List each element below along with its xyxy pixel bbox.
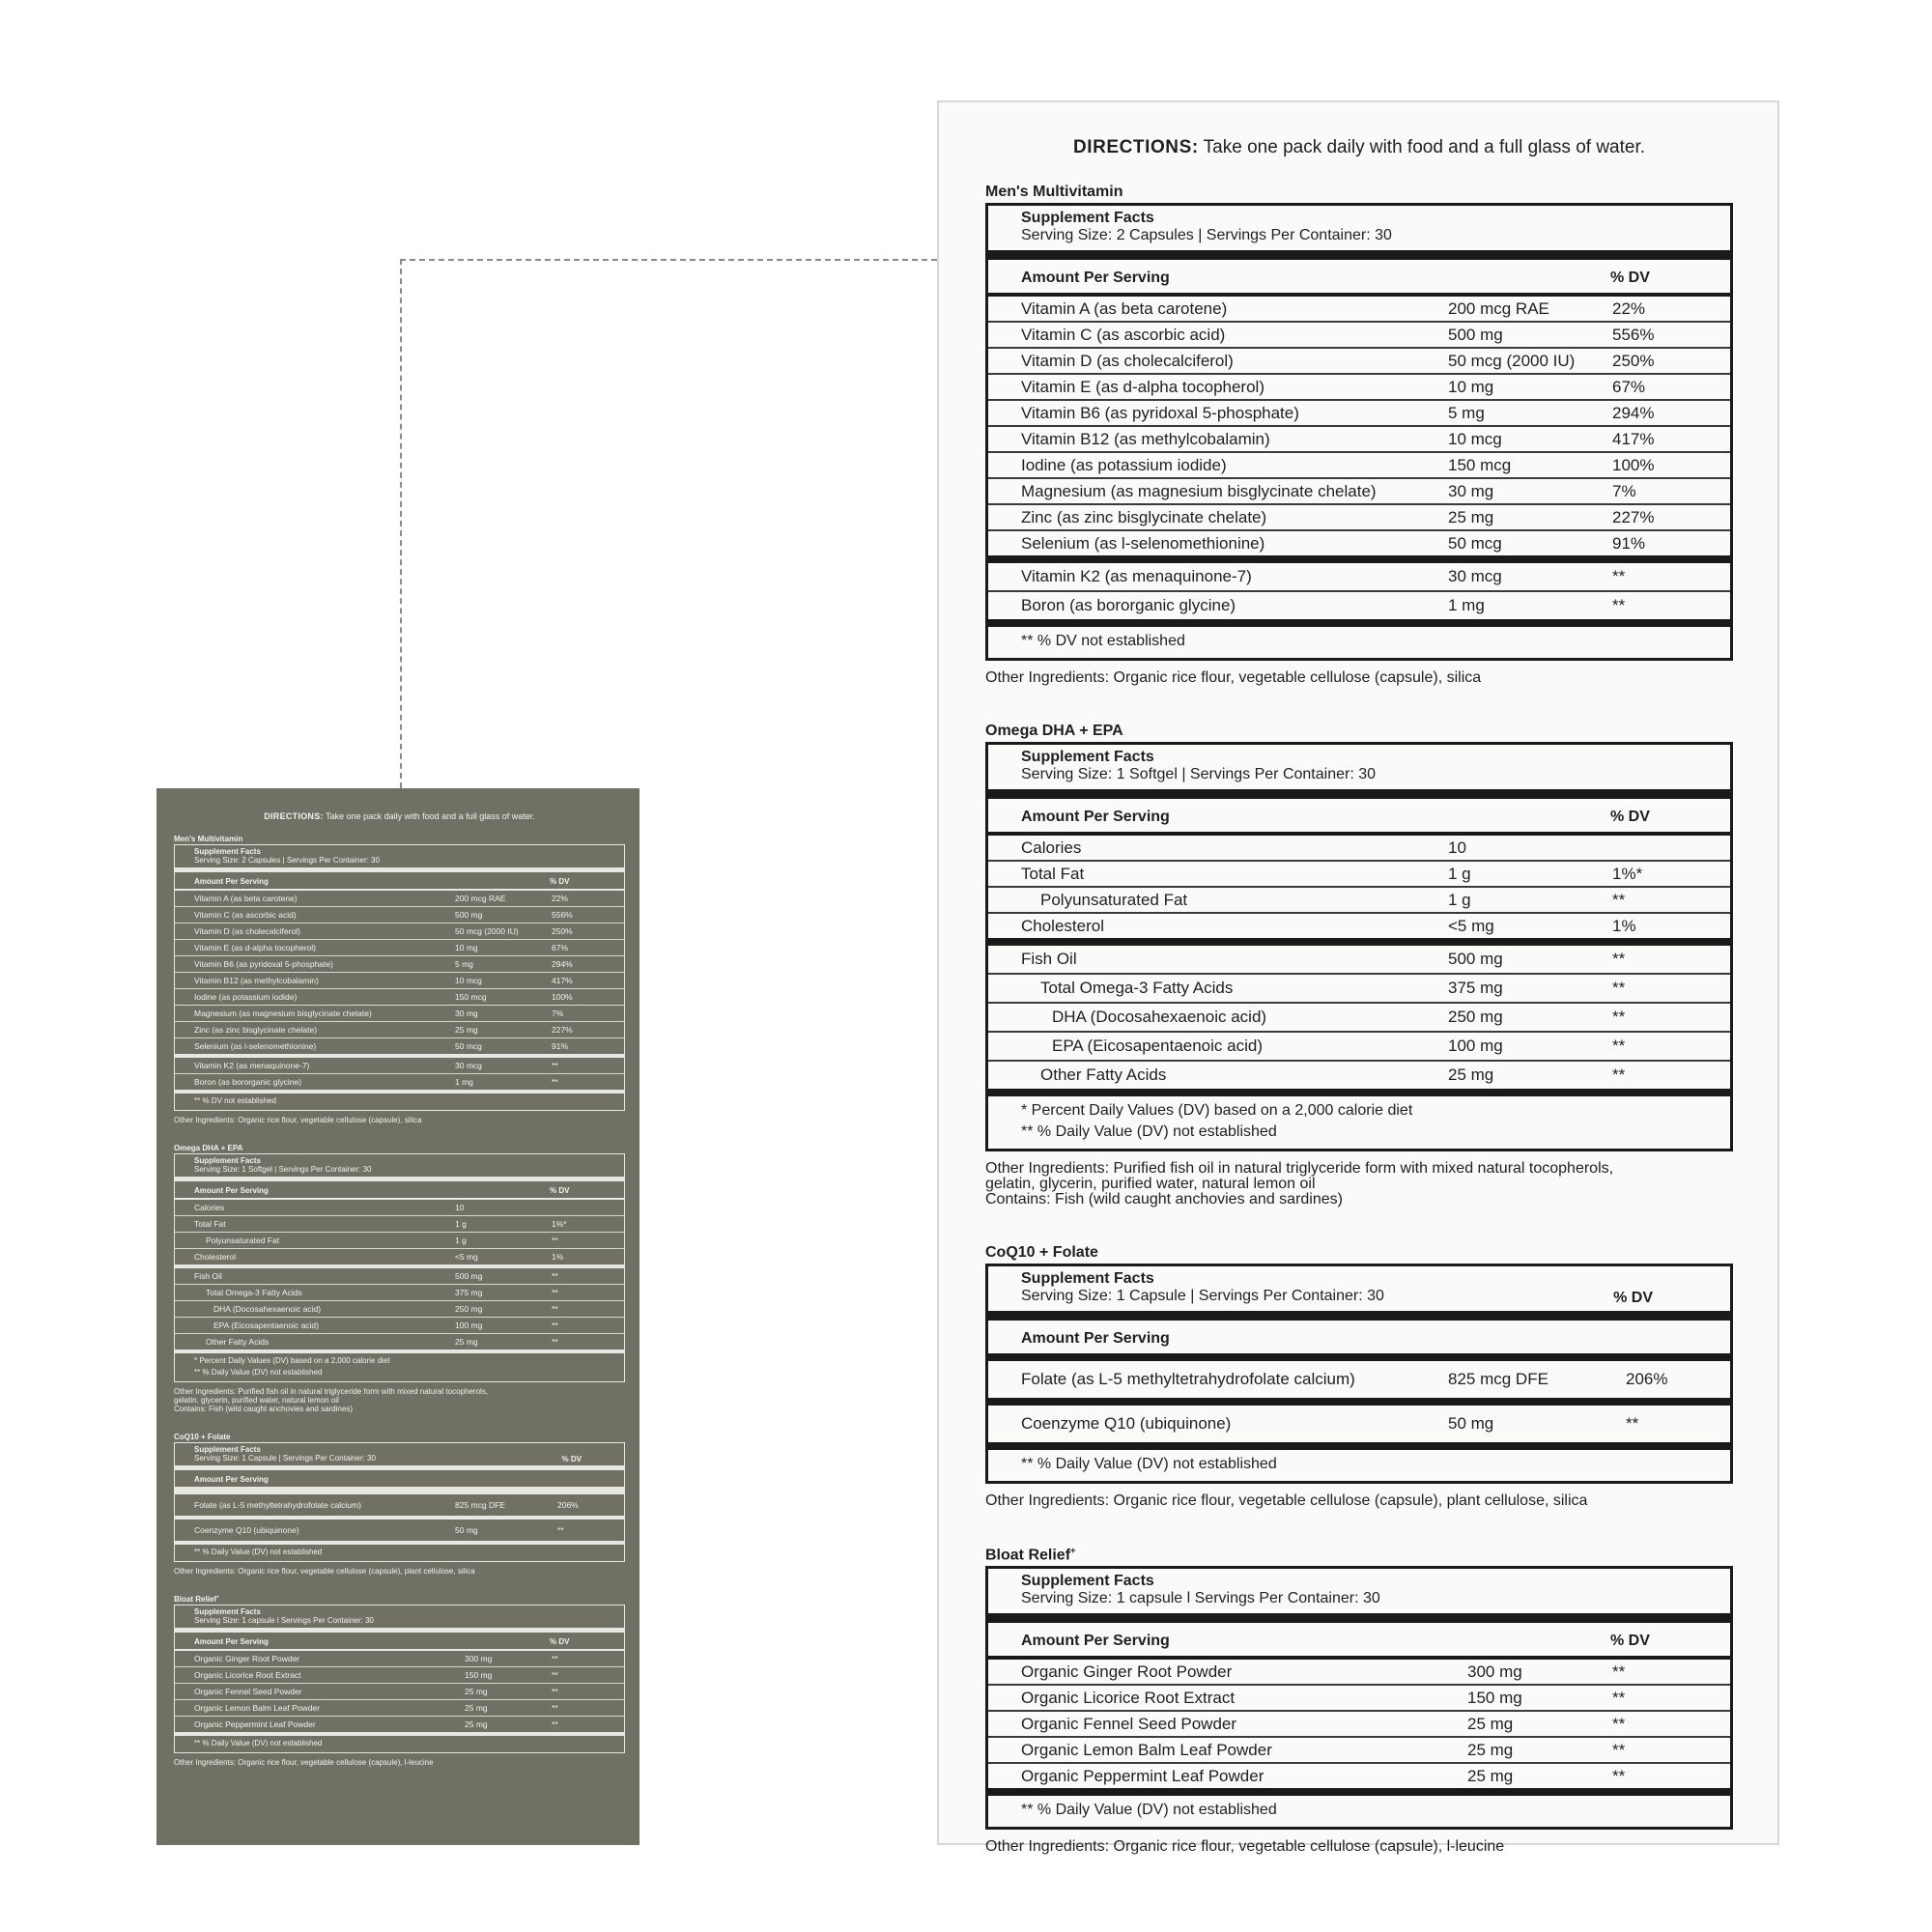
nutrient-name: Fish Oil xyxy=(194,1271,222,1281)
dv-footnote: ** % Daily Value (DV) not established xyxy=(194,1548,323,1556)
facts-title: Supplement Facts xyxy=(194,847,261,856)
nutrient-amount: 375 mg xyxy=(1448,979,1503,997)
nutrient-amount: 150 mg xyxy=(465,1670,493,1680)
mens-facts-header xyxy=(988,206,1730,260)
callout-connector-horizontal xyxy=(400,259,937,261)
nutrient-name: Zinc (as zinc bisglycinate chelate) xyxy=(194,1025,318,1035)
mens-facts-header xyxy=(175,845,624,872)
nutrient-dv: ** xyxy=(1612,950,1626,968)
table-row xyxy=(175,1651,624,1667)
dv-header: % DV xyxy=(561,1455,582,1463)
table-row xyxy=(175,1058,624,1074)
nutrient-name: Vitamin E (as d-alpha tocopherol) xyxy=(194,943,316,952)
dv-footnote: * Percent Daily Values (DV) based on a 2,000 calorie diet ** % Daily Value (DV) not established xyxy=(1021,1102,1413,1140)
nutrient-dv: ** xyxy=(1612,1662,1626,1682)
nutrient-dv: 556% xyxy=(552,910,573,920)
nutrient-name: Organic Peppermint Leaf Powder xyxy=(194,1719,316,1729)
nutrient-name: Vitamin E (as d-alpha tocopherol) xyxy=(1021,378,1264,396)
nutrient-dv: 1% xyxy=(1612,917,1636,935)
coq10-facts-header xyxy=(988,1266,1730,1321)
dv-footnote: ** % DV not established xyxy=(1021,633,1185,649)
nutrient-amount: 25 mg xyxy=(1448,508,1494,526)
nutrient-dv: ** xyxy=(1612,596,1626,614)
nutrient-name: Cholesterol xyxy=(194,1252,236,1262)
table-row xyxy=(175,940,624,956)
nutrient-name: Boron (as bororganic glycine) xyxy=(194,1077,302,1087)
nutrient-dv: ** xyxy=(552,1077,558,1087)
nutrient-dv: ** xyxy=(1612,891,1626,909)
nutrient-name: Vitamin A (as beta carotene) xyxy=(194,894,298,903)
table-row xyxy=(988,914,1730,946)
serving-info: Serving Size: 2 Capsules | Servings Per Container: 30 xyxy=(1021,227,1392,243)
nutrient-dv: 227% xyxy=(552,1025,573,1035)
nutrient-dv: ** xyxy=(1612,1715,1626,1734)
nutrient-amount: 1 mg xyxy=(1448,596,1485,614)
table-row xyxy=(175,1074,624,1094)
table-row xyxy=(988,375,1730,401)
nutrient-dv: 7% xyxy=(1612,482,1636,500)
facts-title: Supplement Facts xyxy=(194,1445,261,1454)
amount-per-serving-header: Amount Per Serving % DV xyxy=(988,260,1730,297)
amount-per-serving-header: Amount Per Serving xyxy=(175,1470,624,1494)
nutrient-name: Organic Licorice Root Extract xyxy=(194,1670,301,1680)
bloat-other-ingredients: Other Ingredients: Organic rice flour, vegetable cellulose (capsule), l-leucine xyxy=(985,1838,1505,1856)
table-row xyxy=(175,1006,624,1022)
table-row xyxy=(175,1334,624,1353)
dv-footnote: ** % Daily Value (DV) not established xyxy=(1021,1456,1277,1472)
nutrient-dv: 100% xyxy=(1612,456,1655,474)
amount-per-serving-header: Amount Per Serving % DV xyxy=(175,1181,624,1200)
mens-facts-panel xyxy=(174,844,625,1111)
nutrient-amount: 200 mcg RAE xyxy=(1448,299,1549,318)
nutrient-dv: 294% xyxy=(552,959,573,969)
table-row xyxy=(175,1038,624,1058)
omega-facts-header xyxy=(175,1154,624,1181)
nutrient-dv: ** xyxy=(552,1687,558,1696)
nutrient-dv: ** xyxy=(552,1236,558,1245)
nutrient-dv: ** xyxy=(552,1670,558,1680)
table-row xyxy=(988,1062,1730,1096)
nutrient-dv: 91% xyxy=(1612,534,1646,553)
label-zoomed xyxy=(937,100,1779,1856)
table-row xyxy=(175,973,624,989)
nutrient-amount: 1 mg xyxy=(455,1077,473,1087)
callout-connector-vertical xyxy=(400,259,402,788)
serving-info: Serving Size: 1 Softgel | Servings Per Container: 30 xyxy=(1021,766,1377,782)
nutrient-dv: ** xyxy=(552,1061,558,1070)
nutrient-amount: 150 mcg xyxy=(1448,456,1512,474)
serving-info: Serving Size: 1 capsule l Servings Per Container: 30 xyxy=(1021,1590,1380,1607)
nutrient-amount: 5 mg xyxy=(1448,404,1485,422)
nutrient-dv: 250% xyxy=(552,926,573,936)
nutrient-amount: 250 mg xyxy=(455,1304,483,1314)
table-row xyxy=(175,1249,624,1268)
coq10-facts-header xyxy=(175,1443,624,1470)
nutrient-name: Fish Oil xyxy=(1021,950,1077,968)
coq10-other-ingredients: Other Ingredients: Organic rice flour, vegetable cellulose (capsule), plant cellulose, silica xyxy=(985,1492,1588,1509)
nutrient-name: Organic Lemon Balm Leaf Powder xyxy=(1021,1741,1272,1760)
nutrient-name: Total Fat xyxy=(194,1219,226,1229)
nutrient-name: Vitamin D (as cholecalciferol) xyxy=(194,926,300,936)
bloat-facts-header xyxy=(988,1569,1730,1623)
nutrient-name: Vitamin D (as cholecalciferol) xyxy=(1021,352,1234,370)
table-row xyxy=(988,505,1730,531)
facts-title: Supplement Facts xyxy=(194,1156,261,1165)
nutrient-dv: ** xyxy=(552,1703,558,1713)
facts-title: Supplement Facts xyxy=(1021,1270,1154,1287)
nutrient-name: Cholesterol xyxy=(1021,917,1104,935)
table-row xyxy=(175,1684,624,1700)
bloat-relief-title: Bloat Relief+ xyxy=(985,1546,1076,1564)
nutrient-amount: 10 xyxy=(455,1203,465,1212)
omega-title: Omega DHA + EPA xyxy=(985,723,1123,739)
table-row xyxy=(988,888,1730,914)
nutrient-dv: 417% xyxy=(552,976,573,985)
nutrient-amount: 500 mg xyxy=(455,1271,483,1281)
nutrient-amount: 50 mcg (2000 IU) xyxy=(455,926,519,936)
table-row xyxy=(988,592,1730,627)
nutrient-name: Vitamin K2 (as menaquinone-7) xyxy=(1021,567,1252,585)
nutrient-name: Polyunsaturated Fat xyxy=(206,1236,280,1245)
amount-per-serving-header: Amount Per Serving xyxy=(988,1321,1730,1361)
nutrient-name: Magnesium (as magnesium bisglycinate chelate) xyxy=(1021,482,1377,500)
facts-title: Supplement Facts xyxy=(1021,210,1154,226)
nutrient-amount: 50 mcg (2000 IU) xyxy=(1448,352,1576,370)
nutrient-amount: 25 mg xyxy=(465,1703,488,1713)
nutrient-amount: 300 mg xyxy=(1467,1662,1522,1682)
serving-info: Serving Size: 1 capsule l Servings Per Container: 30 xyxy=(194,1616,374,1625)
nutrient-name: Vitamin C (as ascorbic acid) xyxy=(1021,326,1226,344)
table-row: Coenzyme Q10 (ubiquinone) 50 mg ** xyxy=(175,1520,624,1545)
nutrient-dv: ** xyxy=(1612,1065,1626,1084)
table-row xyxy=(988,349,1730,375)
nutrient-amount: 30 mg xyxy=(1448,482,1494,500)
table-row xyxy=(175,989,624,1006)
table-row: Folate (as L-5 methyltetrahydrofolate calcium) 825 mcg DFE 206% xyxy=(988,1361,1730,1406)
table-row xyxy=(988,975,1730,1004)
table-row xyxy=(175,1667,624,1684)
nutrient-name: Total Omega-3 Fatty Acids xyxy=(206,1288,302,1297)
table-row: Coenzyme Q10 (ubiquinone) 50 mg ** xyxy=(988,1406,1730,1450)
nutrient-name: Calories xyxy=(194,1203,225,1212)
table-row xyxy=(175,891,624,907)
nutrient-amount: 1 g xyxy=(1448,865,1471,883)
table-row xyxy=(988,946,1730,975)
facts-title: Supplement Facts xyxy=(1021,1573,1154,1590)
nutrient-name: Organic Licorice Root Extract xyxy=(1021,1689,1236,1708)
directions: DIRECTIONS: Take one pack daily with food and a full glass of water. xyxy=(1072,137,1646,157)
nutrient-amount: 25 mg xyxy=(465,1719,488,1729)
mens-other-ingredients: Other Ingredients: Organic rice flour, vegetable cellulose (capsule), silica xyxy=(174,1116,422,1124)
nutrient-name: Selenium (as l-selenomethionine) xyxy=(1021,534,1265,553)
dv-footnote: ** % DV not established xyxy=(194,1096,276,1105)
nutrient-amount: 100 mg xyxy=(1448,1037,1503,1055)
table-row xyxy=(988,479,1730,505)
nutrient-dv: 1%* xyxy=(1612,865,1643,883)
table-row xyxy=(988,1004,1730,1033)
nutrient-amount: <5 mg xyxy=(455,1252,478,1262)
nutrient-dv: 227% xyxy=(1612,508,1655,526)
nutrient-name: EPA (Eicosapentaenoic acid) xyxy=(213,1321,319,1330)
amount-per-serving-header: Amount Per Serving % DV xyxy=(988,1623,1730,1660)
nutrient-dv: 91% xyxy=(552,1041,569,1051)
nutrient-name: Total Fat xyxy=(1021,865,1085,883)
omega-facts-panel xyxy=(174,1153,625,1382)
amount-per-serving-header: Amount Per Serving % DV xyxy=(175,872,624,891)
nutrient-dv: ** xyxy=(1612,1741,1626,1760)
nutrient-name: Vitamin B12 (as methylcobalamin) xyxy=(194,976,319,985)
nutrient-dv: ** xyxy=(552,1288,558,1297)
nutrient-dv: 1% xyxy=(552,1252,564,1262)
nutrient-name: Organic Fennel Seed Powder xyxy=(194,1687,302,1696)
nutrient-name: Iodine (as potassium iodide) xyxy=(194,992,298,1002)
table-row xyxy=(988,1033,1730,1062)
nutrient-dv: ** xyxy=(1612,1767,1626,1786)
nutrient-name: Magnesium (as magnesium bisglycinate chelate) xyxy=(194,1009,372,1018)
table-row xyxy=(988,1712,1730,1738)
nutrient-amount: 10 mcg xyxy=(455,976,482,985)
table-row xyxy=(175,1700,624,1717)
nutrient-dv: 417% xyxy=(1612,430,1655,448)
nutrient-amount: 30 mg xyxy=(455,1009,478,1018)
bloat-facts-panel xyxy=(985,1566,1733,1830)
nutrient-dv: 100% xyxy=(552,992,573,1002)
nutrient-name: Organic Fennel Seed Powder xyxy=(1021,1715,1237,1734)
nutrient-amount: <5 mg xyxy=(1448,917,1494,935)
table-row xyxy=(175,1717,624,1736)
nutrient-dv: ** xyxy=(552,1654,558,1663)
nutrient-amount: 25 mg xyxy=(1467,1741,1514,1760)
dv-footnote: * Percent Daily Values (DV) based on a 2,000 calorie diet ** % Daily Value (DV) not established xyxy=(194,1356,390,1377)
nutrient-amount: 200 mcg RAE xyxy=(455,894,506,903)
coq10-title: CoQ10 + Folate xyxy=(985,1244,1098,1261)
nutrient-amount: 30 mcg xyxy=(1448,567,1502,585)
nutrient-amount: 30 mcg xyxy=(455,1061,482,1070)
nutrient-amount: 500 mg xyxy=(455,910,483,920)
nutrient-dv: ** xyxy=(1612,1037,1626,1055)
amount-per-serving-header: Amount Per Serving % DV xyxy=(175,1633,624,1651)
nutrient-amount: 25 mg xyxy=(465,1687,488,1696)
nutrient-amount: 25 mg xyxy=(1467,1715,1514,1734)
nutrient-dv: ** xyxy=(552,1321,558,1330)
nutrient-dv: ** xyxy=(552,1719,558,1729)
nutrient-amount: 5 mg xyxy=(455,959,473,969)
table-row xyxy=(988,1764,1730,1796)
bloat-other-ingredients: Other Ingredients: Organic rice flour, vegetable cellulose (capsule), l-leucine xyxy=(174,1758,434,1767)
mens-multivitamin-title: Men's Multivitamin xyxy=(985,184,1123,200)
table-row xyxy=(175,1268,624,1285)
nutrient-amount: 1 g xyxy=(455,1236,467,1245)
table-row xyxy=(988,323,1730,349)
label-thumbnail xyxy=(156,788,639,1845)
nutrient-amount: 25 mg xyxy=(455,1025,478,1035)
omega-other-ingredients: Other Ingredients: Purified fish oil in natural triglyceride form with mixed natural tocopherols, gelatin, glycerin, purified water, natural lemon oil Contains: Fish (wild caught anchovies and sardines) xyxy=(174,1387,489,1413)
table-row xyxy=(988,531,1730,563)
mens-multivitamin-title: Men's Multivitamin xyxy=(174,835,243,843)
table-row xyxy=(175,1216,624,1233)
nutrient-amount: 1 g xyxy=(1448,891,1471,909)
coq10-title: CoQ10 + Folate xyxy=(174,1433,231,1441)
nutrient-dv: ** xyxy=(1612,567,1626,585)
directions: DIRECTIONS: Take one pack daily with food and a full glass of water. xyxy=(264,811,535,821)
table-row xyxy=(988,1738,1730,1764)
nutrient-dv: ** xyxy=(552,1271,558,1281)
nutrient-amount: 25 mg xyxy=(1448,1065,1494,1084)
nutrient-name: Other Fatty Acids xyxy=(206,1337,270,1347)
table-row xyxy=(988,1686,1730,1712)
nutrient-name: Vitamin A (as beta carotene) xyxy=(1021,299,1228,318)
nutrient-name: DHA (Docosahexaenoic acid) xyxy=(213,1304,322,1314)
nutrient-dv: ** xyxy=(552,1337,558,1347)
facts-title: Supplement Facts xyxy=(1021,749,1154,765)
nutrient-amount: 1 g xyxy=(455,1219,467,1229)
nutrient-dv: 67% xyxy=(552,943,569,952)
nutrient-dv: ** xyxy=(1612,979,1626,997)
nutrient-dv: ** xyxy=(552,1304,558,1314)
nutrient-dv: ** xyxy=(1612,1689,1626,1708)
table-row xyxy=(175,956,624,973)
nutrient-name: Vitamin B12 (as methylcobalamin) xyxy=(1021,430,1270,448)
nutrient-amount: 10 mcg xyxy=(1448,430,1502,448)
dv-header: % DV xyxy=(1613,1290,1653,1306)
table-row xyxy=(175,1200,624,1216)
nutrient-name: Organic Ginger Root Powder xyxy=(194,1654,300,1663)
nutrient-name: Organic Peppermint Leaf Powder xyxy=(1021,1767,1264,1786)
dv-footnote: ** % Daily Value (DV) not established xyxy=(194,1739,323,1747)
nutrient-name: EPA (Eicosapentaenoic acid) xyxy=(1052,1037,1263,1055)
nutrient-name: Organic Ginger Root Powder xyxy=(1021,1662,1233,1682)
nutrient-amount: 10 mg xyxy=(1448,378,1494,396)
nutrient-amount: 25 mg xyxy=(1467,1767,1514,1786)
omega-title: Omega DHA + EPA xyxy=(174,1144,243,1152)
serving-info: Serving Size: 1 Capsule | Servings Per Container: 30 xyxy=(194,1454,376,1463)
nutrient-dv: 1%* xyxy=(552,1219,567,1229)
table-row xyxy=(988,862,1730,888)
nutrient-dv: 556% xyxy=(1612,326,1655,344)
nutrient-name: Calories xyxy=(1021,838,1082,857)
facts-title: Supplement Facts xyxy=(194,1607,261,1616)
table-row: Folate (as L-5 methyltetrahydrofolate calcium) 825 mcg DFE 206% xyxy=(175,1494,624,1520)
nutrient-name: Organic Lemon Balm Leaf Powder xyxy=(194,1703,320,1713)
nutrient-name: Selenium (as l-selenomethionine) xyxy=(194,1041,317,1051)
table-row xyxy=(175,1318,624,1334)
omega-other-ingredients: Other Ingredients: Purified fish oil in natural triglyceride form with mixed natural tocopherols, gelatin, glycerin, purified water, natural lemon oil Contains: Fish (wild caught anchovies and sardines) xyxy=(985,1160,1614,1208)
nutrient-name: Iodine (as potassium iodide) xyxy=(1021,456,1227,474)
nutrient-amount: 50 mcg xyxy=(455,1041,482,1051)
table-row xyxy=(988,401,1730,427)
nutrient-name: Zinc (as zinc bisglycinate chelate) xyxy=(1021,508,1267,526)
table-row xyxy=(175,1285,624,1301)
table-row xyxy=(175,923,624,940)
coq10-facts-panel xyxy=(985,1264,1733,1484)
nutrient-dv: ** xyxy=(1612,1008,1626,1026)
nutrient-name: Vitamin C (as ascorbic acid) xyxy=(194,910,297,920)
mens-facts-panel xyxy=(985,203,1733,661)
table-row xyxy=(988,453,1730,479)
nutrient-amount: 375 mg xyxy=(455,1288,483,1297)
nutrient-amount: 10 mg xyxy=(455,943,478,952)
nutrient-amount: 250 mg xyxy=(1448,1008,1503,1026)
amount-per-serving-header: Amount Per Serving % DV xyxy=(988,799,1730,836)
table-row xyxy=(988,1660,1730,1686)
bloat-facts-panel xyxy=(174,1605,625,1753)
nutrient-amount: 300 mg xyxy=(465,1654,493,1663)
nutrient-dv: 294% xyxy=(1612,404,1655,422)
serving-info: Serving Size: 1 Capsule | Servings Per Container: 30 xyxy=(1021,1288,1384,1304)
serving-info: Serving Size: 2 Capsules | Servings Per Container: 30 xyxy=(194,856,380,865)
nutrient-amount: 10 xyxy=(1448,838,1466,857)
mens-other-ingredients: Other Ingredients: Organic rice flour, vegetable cellulose (capsule), silica xyxy=(985,669,1482,686)
coq10-facts-panel xyxy=(174,1442,625,1562)
bloat-facts-header xyxy=(175,1605,624,1633)
nutrient-name: Polyunsaturated Fat xyxy=(1040,891,1188,909)
serving-info: Serving Size: 1 Softgel | Servings Per Container: 30 xyxy=(194,1165,372,1174)
nutrient-amount: 150 mg xyxy=(1467,1689,1522,1708)
nutrient-name: DHA (Docosahexaenoic acid) xyxy=(1052,1008,1267,1026)
nutrient-dv: 7% xyxy=(552,1009,564,1018)
nutrient-name: Boron (as bororganic glycine) xyxy=(1021,596,1236,614)
nutrient-amount: 50 mcg xyxy=(1448,534,1502,553)
table-row xyxy=(175,1301,624,1318)
table-row xyxy=(175,1022,624,1038)
nutrient-dv: 22% xyxy=(1612,299,1646,318)
nutrient-amount: 100 mg xyxy=(455,1321,483,1330)
dv-footnote: ** % Daily Value (DV) not established xyxy=(1021,1802,1277,1819)
table-row xyxy=(988,297,1730,323)
omega-facts-panel xyxy=(985,742,1733,1151)
nutrient-amount: 25 mg xyxy=(455,1337,478,1347)
nutrient-name: Vitamin B6 (as pyridoxal 5-phosphate) xyxy=(1021,404,1299,422)
coq10-other-ingredients: Other Ingredients: Organic rice flour, vegetable cellulose (capsule), plant cellulose, silica xyxy=(174,1567,475,1576)
nutrient-name: Vitamin K2 (as menaquinone-7) xyxy=(194,1061,310,1070)
nutrient-name: Vitamin B6 (as pyridoxal 5-phosphate) xyxy=(194,959,333,969)
nutrient-dv: 250% xyxy=(1612,352,1655,370)
nutrient-dv: 67% xyxy=(1612,378,1646,396)
nutrient-amount: 500 mg xyxy=(1448,326,1503,344)
table-row xyxy=(175,1233,624,1249)
table-row xyxy=(988,563,1730,592)
table-row xyxy=(988,836,1730,862)
table-row xyxy=(175,907,624,923)
table-row xyxy=(988,427,1730,453)
bloat-relief-title: Bloat Relief+ xyxy=(174,1595,219,1604)
nutrient-amount: 500 mg xyxy=(1448,950,1503,968)
nutrient-name: Other Fatty Acids xyxy=(1040,1065,1167,1084)
nutrient-dv: 22% xyxy=(552,894,569,903)
nutrient-amount: 150 mcg xyxy=(455,992,487,1002)
nutrient-name: Total Omega-3 Fatty Acids xyxy=(1040,979,1234,997)
omega-facts-header xyxy=(988,745,1730,799)
